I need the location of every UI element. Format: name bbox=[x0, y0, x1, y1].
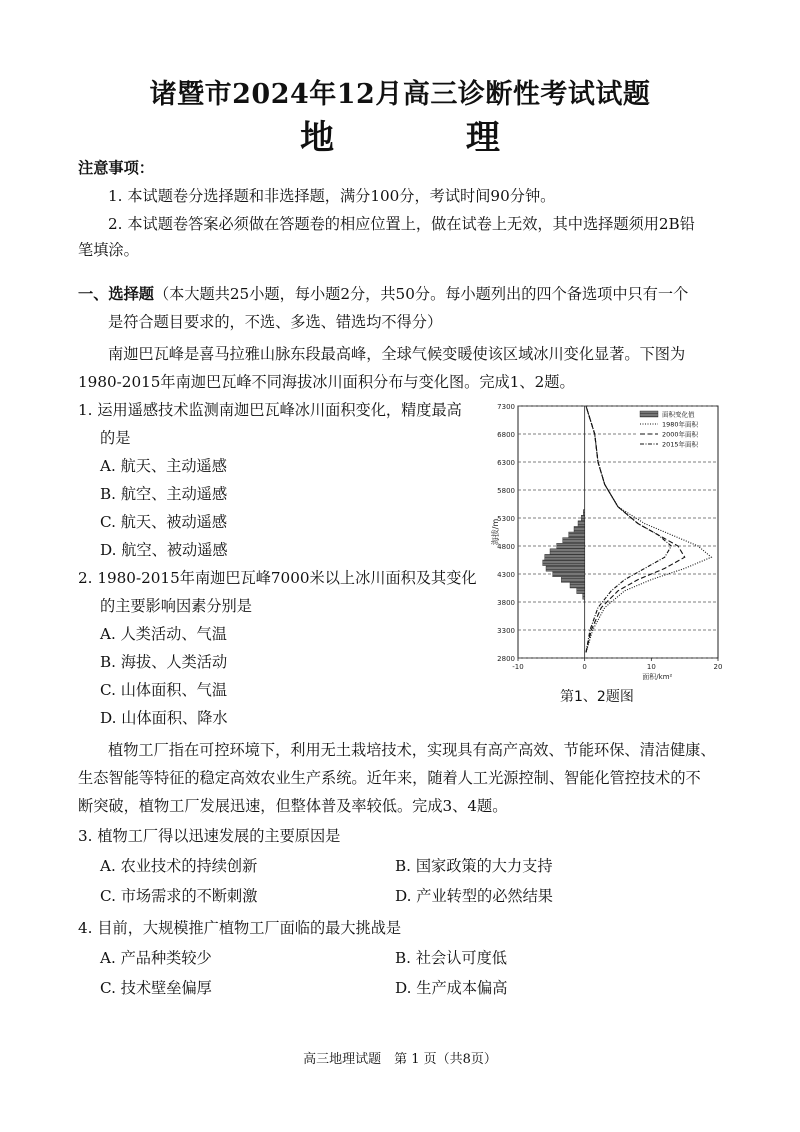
y-tick-label: 4800 bbox=[497, 543, 515, 551]
change-bar bbox=[563, 538, 585, 544]
change-bar bbox=[581, 515, 584, 521]
change-bar bbox=[570, 582, 585, 588]
q1-option-b: B. 航空、主动遥感 bbox=[100, 485, 228, 503]
change-bar bbox=[546, 566, 585, 572]
page-footer: 高三地理试题 第 1 页（共8页） bbox=[303, 1052, 497, 1067]
q1-stem-cont: 的是 bbox=[100, 429, 131, 447]
section-desc-cont: 是符合题目要求的，不选、多选、错选均不得分） bbox=[108, 313, 443, 331]
passage1-line2: 1980-2015年南迦巴瓦峰不同海拔冰川面积分布与变化图。完成1、2题。 bbox=[78, 373, 575, 391]
x-tick-label: 0 bbox=[582, 663, 587, 671]
q1-option-d: D. 航空、被动遥感 bbox=[100, 541, 228, 559]
change-bar bbox=[583, 510, 584, 516]
y-tick-label: 3300 bbox=[497, 627, 515, 635]
passage1-line1: 南迦巴瓦峰是喜马拉雅山脉东段最高峰，全球气候变暖使该区域冰川变化显著。下图为 bbox=[108, 345, 686, 363]
change-bar bbox=[574, 526, 585, 532]
section-heading-line bbox=[78, 280, 688, 308]
q4-stem: 4. 目前，大规模推广植物工厂面临的最大挑战是 bbox=[78, 919, 402, 937]
y-tick-label: 5800 bbox=[497, 487, 515, 495]
glacier-chart bbox=[488, 400, 728, 700]
q2-option-c: C. 山体面积、气温 bbox=[100, 681, 228, 699]
notice-heading: 注意事项： bbox=[78, 159, 154, 177]
change-bar bbox=[545, 554, 585, 560]
legend-swatch-bar bbox=[640, 411, 658, 417]
x-tick-label: -10 bbox=[512, 663, 524, 671]
q4-option-c: C. 技术壁垒偏厚 bbox=[100, 979, 212, 997]
passage2-line1: 植物工厂指在可控环境下，利用无土栽培技术，实现具有高产高效、节能环保、清洁健康、 bbox=[108, 741, 716, 759]
q3-stem: 3. 植物工厂得以迅速发展的主要原因是 bbox=[78, 827, 341, 845]
y-tick-label: 7300 bbox=[497, 403, 515, 411]
change-bar bbox=[550, 549, 585, 555]
chart-caption: 第1、2题图 bbox=[560, 689, 634, 705]
notice-item-1: 1. 本试题卷分选择题和非选择题，满分100分，考试时间90分钟。 bbox=[108, 187, 556, 205]
legend-entry: 1980年面积 bbox=[662, 420, 699, 429]
y-tick-label: 6800 bbox=[497, 431, 515, 439]
q4-option-a: A. 产品种类较少 bbox=[100, 949, 212, 967]
change-bar bbox=[578, 521, 585, 527]
change-bar bbox=[553, 571, 585, 577]
y-tick-label: 5300 bbox=[497, 515, 515, 523]
q2-stem: 2. 1980-2015年南迦巴瓦峰7000米以上冰川面积及其变化 bbox=[78, 569, 477, 587]
y-tick-label: 3800 bbox=[497, 599, 515, 607]
q4-option-b: B. 社会认可度低 bbox=[395, 949, 507, 967]
legend-entry: 2015年面积 bbox=[662, 440, 699, 449]
section-desc: （本大题共25小题，每小题2分，共50分。每小题列出的四个备选项中只有一个 bbox=[153, 285, 689, 303]
x-tick-label: 20 bbox=[713, 663, 723, 671]
section-title: 一、选择题 bbox=[78, 285, 154, 303]
q2-stem-cont: 的主要影响因素分别是 bbox=[100, 597, 252, 615]
q2-option-a: A. 人类活动、气温 bbox=[100, 625, 227, 643]
y-tick-label: 2800 bbox=[497, 655, 515, 663]
passage2-line2: 生态智能等特征的稳定高效农业生产系统。近年来，随着人工光源控制、智能化管控技术的不 bbox=[78, 769, 701, 787]
x-axis-label: 面积/km² bbox=[642, 673, 673, 681]
subject-label: 地 理 bbox=[300, 118, 560, 158]
q2-option-b: B. 海拔、人类活动 bbox=[100, 653, 228, 671]
q1-stem: 1. 运用遥感技术监测南迦巴瓦峰冰川面积变化，精度最高 bbox=[78, 401, 462, 419]
x-tick-label: 10 bbox=[646, 663, 656, 671]
change-bar bbox=[557, 543, 585, 549]
glacier-chart-svg bbox=[488, 400, 728, 690]
q3-option-b: B. 国家政策的大力支持 bbox=[395, 857, 553, 875]
exam-title: 诸暨市2024年12月高三诊断性考试试题 bbox=[149, 79, 651, 110]
subject-title bbox=[0, 110, 800, 159]
q1-option-c: C. 航天、被动遥感 bbox=[100, 513, 228, 531]
change-bar bbox=[561, 577, 584, 583]
notice-item-2-cont: 笔填涂。 bbox=[78, 241, 139, 259]
passage2-line3: 断突破，植物工厂发展迅速，但整体普及率较低。完成3、4题。 bbox=[78, 797, 508, 815]
q4-option-d: D. 生产成本偏高 bbox=[395, 979, 508, 997]
y-tick-label: 4300 bbox=[497, 571, 515, 579]
q2-option-d: D. 山体面积、降水 bbox=[100, 709, 228, 727]
change-bar bbox=[577, 588, 585, 594]
change-bar bbox=[583, 594, 585, 600]
change-bar bbox=[543, 560, 585, 566]
q3-option-c: C. 市场需求的不断刺激 bbox=[100, 887, 258, 905]
q3-option-d: D. 产业转型的必然结果 bbox=[395, 887, 553, 905]
legend-entry: 2000年面积 bbox=[662, 430, 699, 439]
notice-item-2: 2. 本试题卷答案必须做在答题卷的相应位置上，做在试卷上无效，其中选择题须用2B铅 bbox=[108, 215, 695, 233]
legend-entry: 面积变化值 bbox=[662, 410, 695, 419]
q3-option-a: A. 农业技术的持续创新 bbox=[100, 857, 258, 875]
y-tick-label: 6300 bbox=[497, 459, 515, 467]
change-bar bbox=[569, 532, 585, 538]
q1-option-a: A. 航天、主动遥感 bbox=[100, 457, 227, 475]
y-axis-label: 海拔/m bbox=[491, 518, 500, 546]
